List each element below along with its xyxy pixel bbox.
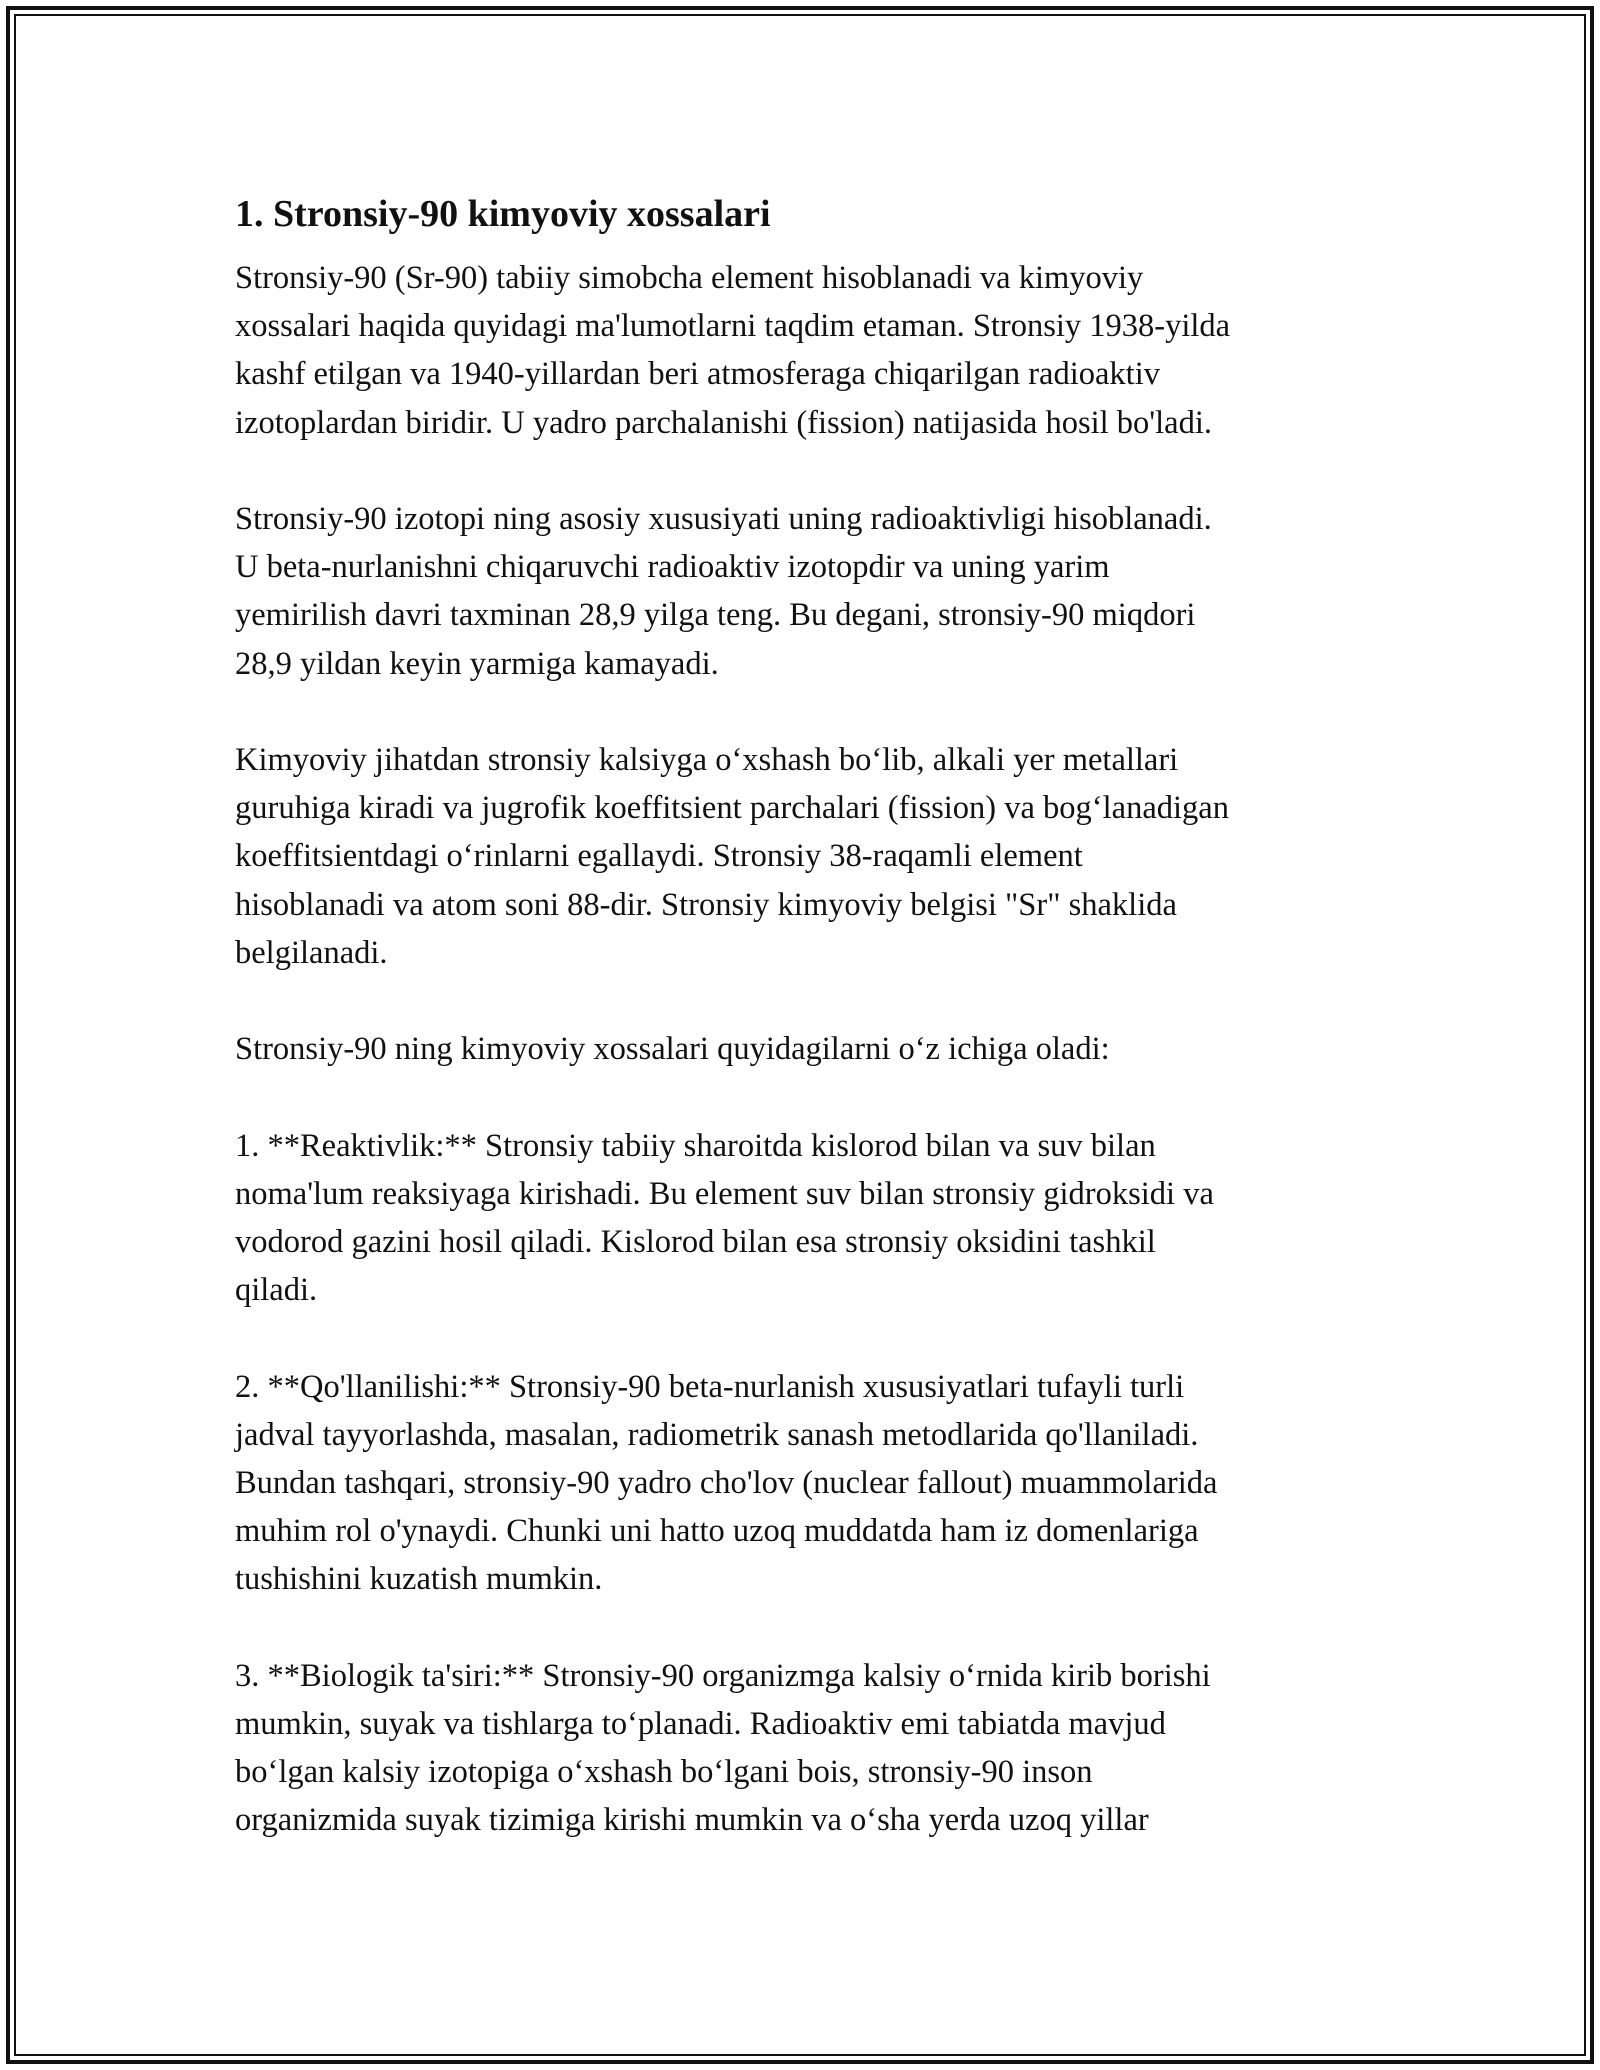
text-line: muhim rol o'ynaydi. Chunki uni hatto uzoq muddatda ham iz domenlariga [235,1513,1199,1550]
text-line: guruhiga kiradi va jugrofik koeffitsient parchalari (fission) va bog‘lanadigan [235,790,1229,827]
text-line: tushishini kuzatish mumkin. [235,1561,603,1598]
paragraph-list-intro [235,1025,1365,1073]
text-line: organizmida suyak tizimiga kirishi mumkin va o‘sha yerda uzoq yillar [235,1802,1149,1839]
text-line: vodorod gazini hosil qiladi. Kislorod bilan esa stronsiy oksidini tashkil [235,1224,1156,1260]
text-line: hisoblanadi va atom soni 88-dir. Stronsiy kimyoviy belgisi "Sr" shaklida [235,886,1177,923]
text-line: koeffitsientdagi o‘rinlarni egallaydi. Stronsiy 38-raqamli element [235,838,1083,875]
text-line: Stronsiy-90 ning kimyoviy xossalari quyidagilarni o‘z ichiga oladi: [235,1031,1110,1068]
text-line: jadval tayyorlashda, masalan, radiometrik sanash metodlarida qo'llaniladi. [235,1416,1199,1453]
text-line: qiladi. [235,1272,318,1309]
text-line: 28,9 yildan keyin yarmiga kamayadi. [235,645,719,682]
text-line: Kimyoviy jihatdan stronsiy kalsiyga o‘xshash bo‘lib, alkali yer metallari [235,742,1179,778]
text-line: 2. **Qo'llanilishi:** Stronsiy-90 beta-nurlanish xususiyatlari tufayli turli [235,1368,1185,1405]
paragraph-intro [235,254,1365,447]
text-line: belgilanadi. [235,934,388,971]
document-body [235,188,1365,1893]
text-line: kashf etilgan va 1940-yillardan beri atmosferaga chiqarilgan radioaktiv [235,356,1160,393]
text-line: U beta-nurlanishni chiqaruvchi radioaktiv izotopdir va uning yarim [235,549,1110,586]
text-line: bo‘lgan kalsiy izotopiga o‘xshash bo‘lgani bois, stronsiy-90 inson [235,1754,1093,1791]
text-line: Bundan tashqari, stronsiy-90 yadro cho'lov (nuclear fallout) muammolarida [235,1465,1218,1501]
text-line: 1. **Reaktivlik:** Stronsiy tabiiy sharoitda kislorod bilan va suv bilan [235,1127,1156,1164]
paragraph-radioactivity [235,495,1365,688]
list-item-reactivity [235,1122,1365,1315]
section-heading: 1. Stronsiy-90 kimyoviy xossalari [235,193,771,235]
text-line: yemirilish davri taxminan 28,9 yilga teng. Bu degani, stronsiy-90 miqdori [235,597,1196,634]
text-line: xossalari haqida quyidagi ma'lumotlarni taqdim etaman. Stronsiy 1938-yilda [235,308,1231,345]
text-line: izotoplardan biridir. U yadro parchalanishi (fission) natijasida hosil bo'ladi. [235,404,1213,441]
text-line: noma'lum reaksiyaga kirishadi. Bu element suv bilan stronsiy gidroksidi va [235,1175,1214,1212]
text-line: Stronsiy-90 (Sr-90) tabiiy simobcha element hisoblanadi va kimyoviy [235,260,1144,296]
paragraph-chemistry [235,736,1365,977]
list-item-applications [235,1363,1365,1604]
text-line: 3. **Biologik ta'siri:** Stronsiy-90 organizmga kalsiy o‘rnida kirib borishi [235,1657,1211,1694]
text-line: mumkin, suyak va tishlarga to‘planadi. Radioaktiv emi tabiatda mavjud [235,1706,1166,1742]
text-line: Stronsiy-90 izotopi ning asosiy xususiyati uning radioaktivligi hisoblanadi. [235,501,1212,537]
list-item-biological-effect [235,1652,1365,1845]
